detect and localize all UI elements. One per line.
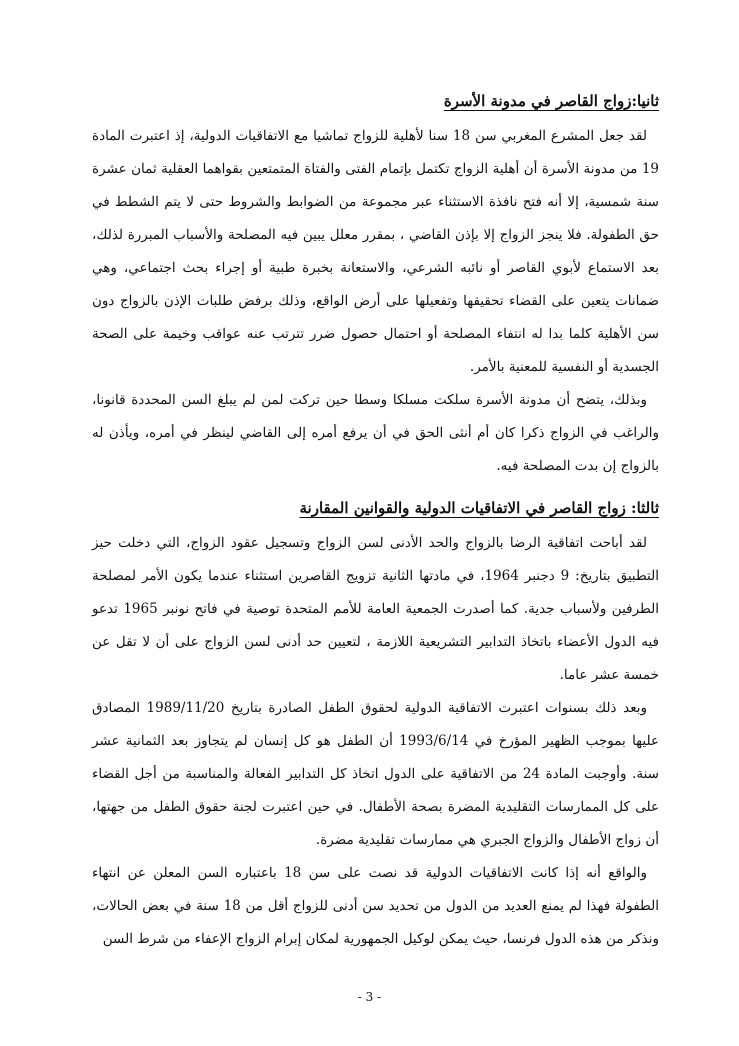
section-heading-international-conventions: ثالثا: زواج القاصر في الاتفاقيات الدولية والقوانين المقارنة — [299, 499, 659, 517]
page-number: - 3 - — [357, 990, 382, 1004]
paragraph: والواقع أنه إذا كانت الاتفاقيات الدولية قد نصت على سن 18 باعتباره السن المعلن عن انتهاء الطفولة فهذا لم يمنع العديد من الدول من تحديد سن أدنى للزواج أقل من 18 سنة في بعض الحالات، ونذكر من هذه الدول فرنسا، حيث يمكن لوكيل الجمهورية لمكان إبرام الزواج الإعفاء من شرط السن — [92, 865, 659, 947]
paragraph: وبعد ذلك بسنوات اعتبرت الاتفاقية الدولية لحقوق الطفل الصادرة بتاريخ 1989/11/20 المصادق عليها بموجب الظهير المؤرخ في 1993/6/14 أن الطفل هو كل إنسان لم يتجاوز بعد الثمانية عشر سنة. وأوجبت المادة 24 من الاتفاقية على الدول اتخاذ كل التدابير الفعالة والمناسبة من أجل القضاء على كل الممارسات التقليدية المضرة بصحة الأطفال. في حين اعتبرت لجنة حقوق الطفل من جهتها، أن زواج الأطفال والزواج الجبري هي ممارسات تقليدية مضرة. — [92, 700, 660, 848]
paragraph: وبذلك، يتضح أن مدونة الأسرة سلكت مسلكا وسطا حين تركت لمن لم يبلغ السن المحددة قانونا، والراغب في الزواج ذكرا كان أم أنثى الحق في أن يرفع أمره إلى القاضي لينظر في أمره، ويأذن له بالزواج إن بدت المصلحة فيه. — [92, 392, 659, 474]
paragraph: لقد جعل المشرع المغربي سن 18 سنا لأهلية للزواج تماشيا مع الاتفاقيات الدولية، إذ اعتبرت المادة 19 من مدونة الأسرة أن أهلية الزواج تكتمل بإتمام الفتى والفتاة المتمتعين بقواهما العقلية ثمان عشرة سنة شمسية، إلا أنه فتح نافذة الاستثناء عبر مجموعة من الضوابط والشروط حتى لا يتم الشطط في حق الطفولة. فلا ينجز الزواج إلا بإذن القاضي ، بمقرر معلل يبين فيه المصلحة والأسباب المبررة لذلك، بعد الاستماع لأبوي القاصر أو نائبه الشرعي، والاستعانة بخبرة طبية أو إجراء بحث اجتماعي، وهي ضمانات يتعين على القضاء تحقيقها وتفعيلها على أرض الواقع، وذلك برفض طلبات الإذن بالزواج دون سن الأهلية كلما بدا له انتفاء المصلحة أو احتمال حصول ضرر تترتب عنه عواقب وخيمة على الصحة الجسدية أو النفسية للمعنية بالأمر. — [92, 128, 659, 375]
section-heading-minor-marriage-family-code: ثانيا:زواج القاصر في مدونة الأسرة — [443, 92, 659, 110]
document-page — [92, 80, 659, 1000]
paragraph: لقد أباحت اتفاقية الرضا بالزواج والحد الأدنى لسن الزواج وتسجيل عقود الزواج، التي دخلت حيز التطبيق بتاريخ: 9 دجنبر 1964، في مادتها الثانية تزويج القاصرين استثناء عندما يكون الأمر لمصلحة الطرفين ولأسباب جدية. كما أصدرت الجمعية العامة للأمم المتحدة توصية في فاتح نونبر 1965 تدعو فيه الدول الأعضاء باتخاذ التدابير التشريعية اللازمة ، لتعيين حد أدنى لسن الزواج على أن لا تقل عن خمسة عشر عاما. — [92, 535, 659, 683]
